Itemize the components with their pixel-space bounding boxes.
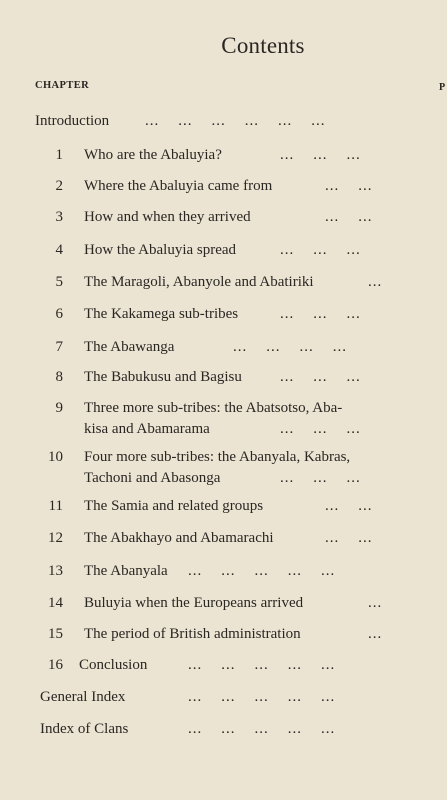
entry-title: How the Abaluyia spread xyxy=(84,242,237,258)
chapter-number: 9 xyxy=(55,400,63,416)
chapter-number: 7 xyxy=(55,339,63,355)
chapter-number: 15 xyxy=(48,626,63,642)
leader-dots: ... ... ... ... ... xyxy=(188,689,336,705)
chapter-number: 14 xyxy=(48,595,63,611)
entry-title: Introduction xyxy=(35,113,110,129)
chapter-number: 5 xyxy=(55,274,63,290)
chapter-number: 12 xyxy=(48,530,63,546)
leader-dots: ... ... xyxy=(325,530,373,546)
chapter-number: 6 xyxy=(55,306,63,322)
leader-dots: ... ... ... ... xyxy=(233,339,347,355)
leader-dots: ... ... ... ... ... xyxy=(188,563,336,579)
entry-title: The Samia and related groups xyxy=(84,498,264,514)
entry-title: Who are the Abaluyia? xyxy=(84,147,222,163)
chapter-number: 11 xyxy=(48,498,63,514)
entry-title: Where the Abaluyia came from xyxy=(84,178,273,194)
entry-title: The Babukusu and Bagisu xyxy=(84,369,242,385)
chapter-number: 2 xyxy=(55,178,63,194)
chapter-number: 1 xyxy=(55,147,63,163)
leader-dots: ... xyxy=(368,595,383,611)
entry-title-line-1: Three more sub-tribes: the Abatsotso, Aba- xyxy=(84,400,343,416)
leader-dots: ... ... ... xyxy=(280,242,361,258)
entry-title: The Abawanga xyxy=(84,339,175,355)
chapter-number: 8 xyxy=(55,369,63,385)
entry-title: Conclusion xyxy=(79,657,148,673)
leader-dots: ... xyxy=(368,626,383,642)
leader-dots: ... ... xyxy=(325,498,373,514)
leader-dots: ... ... ... xyxy=(280,306,361,322)
leader-dots: ... ... ... ... ... xyxy=(188,657,336,673)
entry-title: General Index xyxy=(40,689,126,705)
entry-title: The Abakhayo and Abamarachi xyxy=(84,530,274,546)
page-title: Contents xyxy=(221,33,305,58)
chapter-number: 10 xyxy=(48,449,63,465)
entry-title: Buluyia when the Europeans arrived xyxy=(84,595,304,611)
leader-dots: ... ... ... xyxy=(280,369,361,385)
entry-title-line-1: Four more sub-tribes: the Abanyala, Kabras, xyxy=(84,449,351,465)
entry-title: The Maragoli, Abanyole and Abatiriki xyxy=(84,274,314,290)
entry-title: The Abanyala xyxy=(84,563,168,579)
leader-dots: ... ... ... ... ... xyxy=(188,721,336,737)
leader-dots: ... ... ... ... ... ... xyxy=(145,113,326,129)
entry-title: Index of Clans xyxy=(40,721,129,737)
entry-title: The Kakamega sub-tribes xyxy=(84,306,239,322)
chapter-column-heading: CHAPTER xyxy=(35,80,90,91)
leader-dots: ... ... xyxy=(325,178,373,194)
leader-dots: ... ... ... xyxy=(280,421,361,437)
leader-dots: ... xyxy=(368,274,383,290)
leader-dots: ... ... ... xyxy=(280,147,361,163)
chapter-number: 13 xyxy=(48,563,63,579)
chapter-number: 3 xyxy=(55,209,63,225)
leader-dots: ... ... xyxy=(325,209,373,225)
page-column-heading-cut: P xyxy=(439,82,446,93)
leader-dots: ... ... ... xyxy=(280,470,361,486)
entry-title: The period of British administration xyxy=(84,626,301,642)
entry-title: How and when they arrived xyxy=(84,209,251,225)
entry-title-line-2: Tachoni and Abasonga xyxy=(84,470,221,486)
chapter-number: 4 xyxy=(55,242,63,258)
entry-title-line-2: kisa and Abamarama xyxy=(84,421,210,437)
chapter-number: 16 xyxy=(48,657,63,673)
